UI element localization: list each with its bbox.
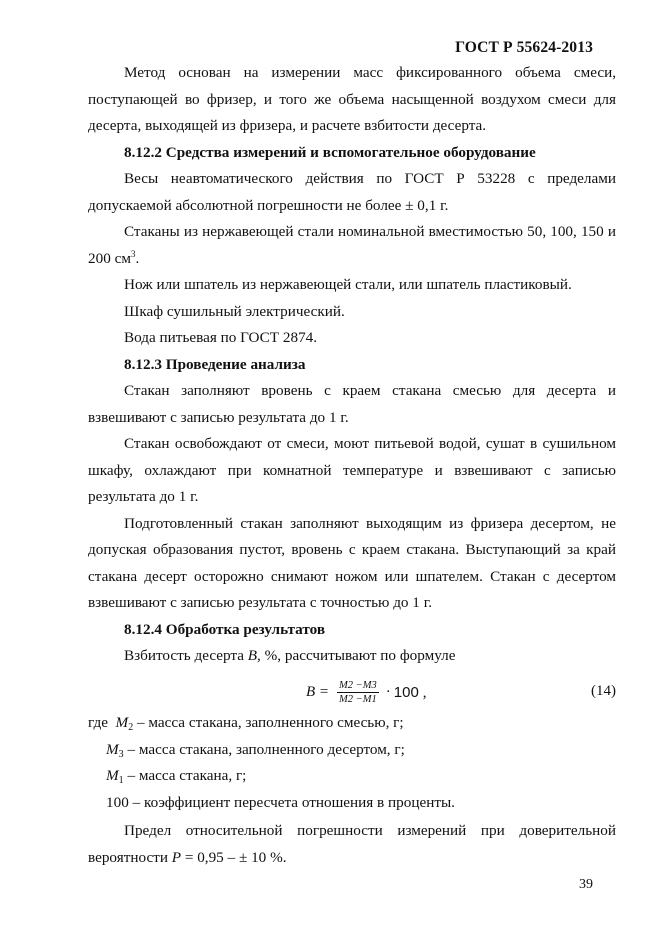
formula-fraction [337,679,379,706]
cups-text: Стаканы из нержавеющей стали номинальной вместимостью 50, 100, 150 и 200 см [88,223,616,267]
definition-m2 [88,710,616,737]
formula-row [88,677,616,713]
limit-text-a: Предел относительной погрешности измерений при доверительной вероятности [88,822,616,866]
m2-variable: M [115,714,129,731]
paragraph-clean-cup: Стакан освобождают от смеси, моют питьевой водой, сушат в сушильном шкафу, охлаждают при комнатной температуре и взвешивают с записью результата до 1 г. [88,435,616,505]
m2-subscript: 2 [128,722,134,733]
formula-factor: 100 [393,684,419,701]
limit-text-b: = 0,95 – ± 10 %. [181,848,287,866]
m1-variable: M [106,767,119,784]
paragraph-water: Вода питьевая по ГОСТ 2874. [124,329,318,346]
body-text-top [88,60,616,670]
paragraph-fill-dessert: Подготовленный стакан заполняют выходящим из фризера десертом, не допуская образования пустот, вровень с краем стакана. Выступающий за край стакана десерт осторожно снимают ножом или шпателем. Стакан с десертом взвешивают с записью результата с точностью до 1 г. [88,514,616,611]
formula-numerator: M2 −M3 [339,680,377,691]
m2-text: – масса стакана, заполненного смесью, г; [133,714,404,731]
paragraph-oven: Шкаф сушильный электрический. [124,302,345,320]
section-heading-8-12-2: 8.12.2 Средства измерений и вспомогательное оборудование [124,143,536,161]
paragraph-cups [88,219,616,272]
formula-denominator: M2 −M1 [339,694,377,705]
formula-definitions [88,710,616,871]
limit-variable: P [171,848,182,866]
paragraph-overrun-intro [88,643,616,670]
paragraph-method: Метод основан на измерении масс фиксированного объема смеси, поступающей во фризер, и того же объема насыщенной воздухом смеси для десерта, выходящей из фризера, и расчете взбитости десерта. [88,64,616,134]
page-number: 39 [579,877,593,892]
paragraph-knife: Нож или шпатель из нержавеющей стали, или шпатель пластиковый. [124,276,572,293]
paragraph-scales: Весы неавтоматического действия по ГОСТ Р 53228 с пределами допускаемой абсолютной погрешности не более ± 0,1 г. [88,170,616,214]
formula-overrun [306,679,427,706]
m1-subscript: 1 [118,775,124,786]
definition-100: 100 – коэффициент пересчета отношения в проценты. [106,793,455,811]
equation-number: (14) [591,683,616,699]
overrun-variable: B [247,647,258,664]
cups-superscript: 3 [130,248,136,259]
formula-comma: , [422,683,427,701]
m1-text: – масса стакана, г; [123,767,247,784]
section-heading-8-12-4: 8.12.4 Обработка результатов [124,620,326,638]
m3-text: – масса стакана, заполненного десертом, г; [123,740,405,758]
formula-multiply: · [385,684,391,700]
where-word: где [88,714,108,731]
document-header: ГОСТ Р 55624-2013 [455,39,593,56]
cups-period: . [135,249,140,267]
overrun-text-b: , %, рассчитывают по формуле [257,647,456,664]
paragraph-error-limit [88,818,616,871]
definition-m1 [88,763,616,790]
section-heading-8-12-3: 8.12.3 Проведение анализа [124,355,306,373]
formula-lhs: B = [306,684,330,700]
overrun-text-a: Взбитость десерта [124,647,248,664]
paragraph-fill-mix: Стакан заполняют вровень с краем стакана смесью для десерта и взвешивают с записью результата до 1 г. [88,382,616,426]
m3-subscript: 3 [118,748,124,760]
m3-variable: M [106,740,119,758]
definition-m3 [88,737,616,764]
